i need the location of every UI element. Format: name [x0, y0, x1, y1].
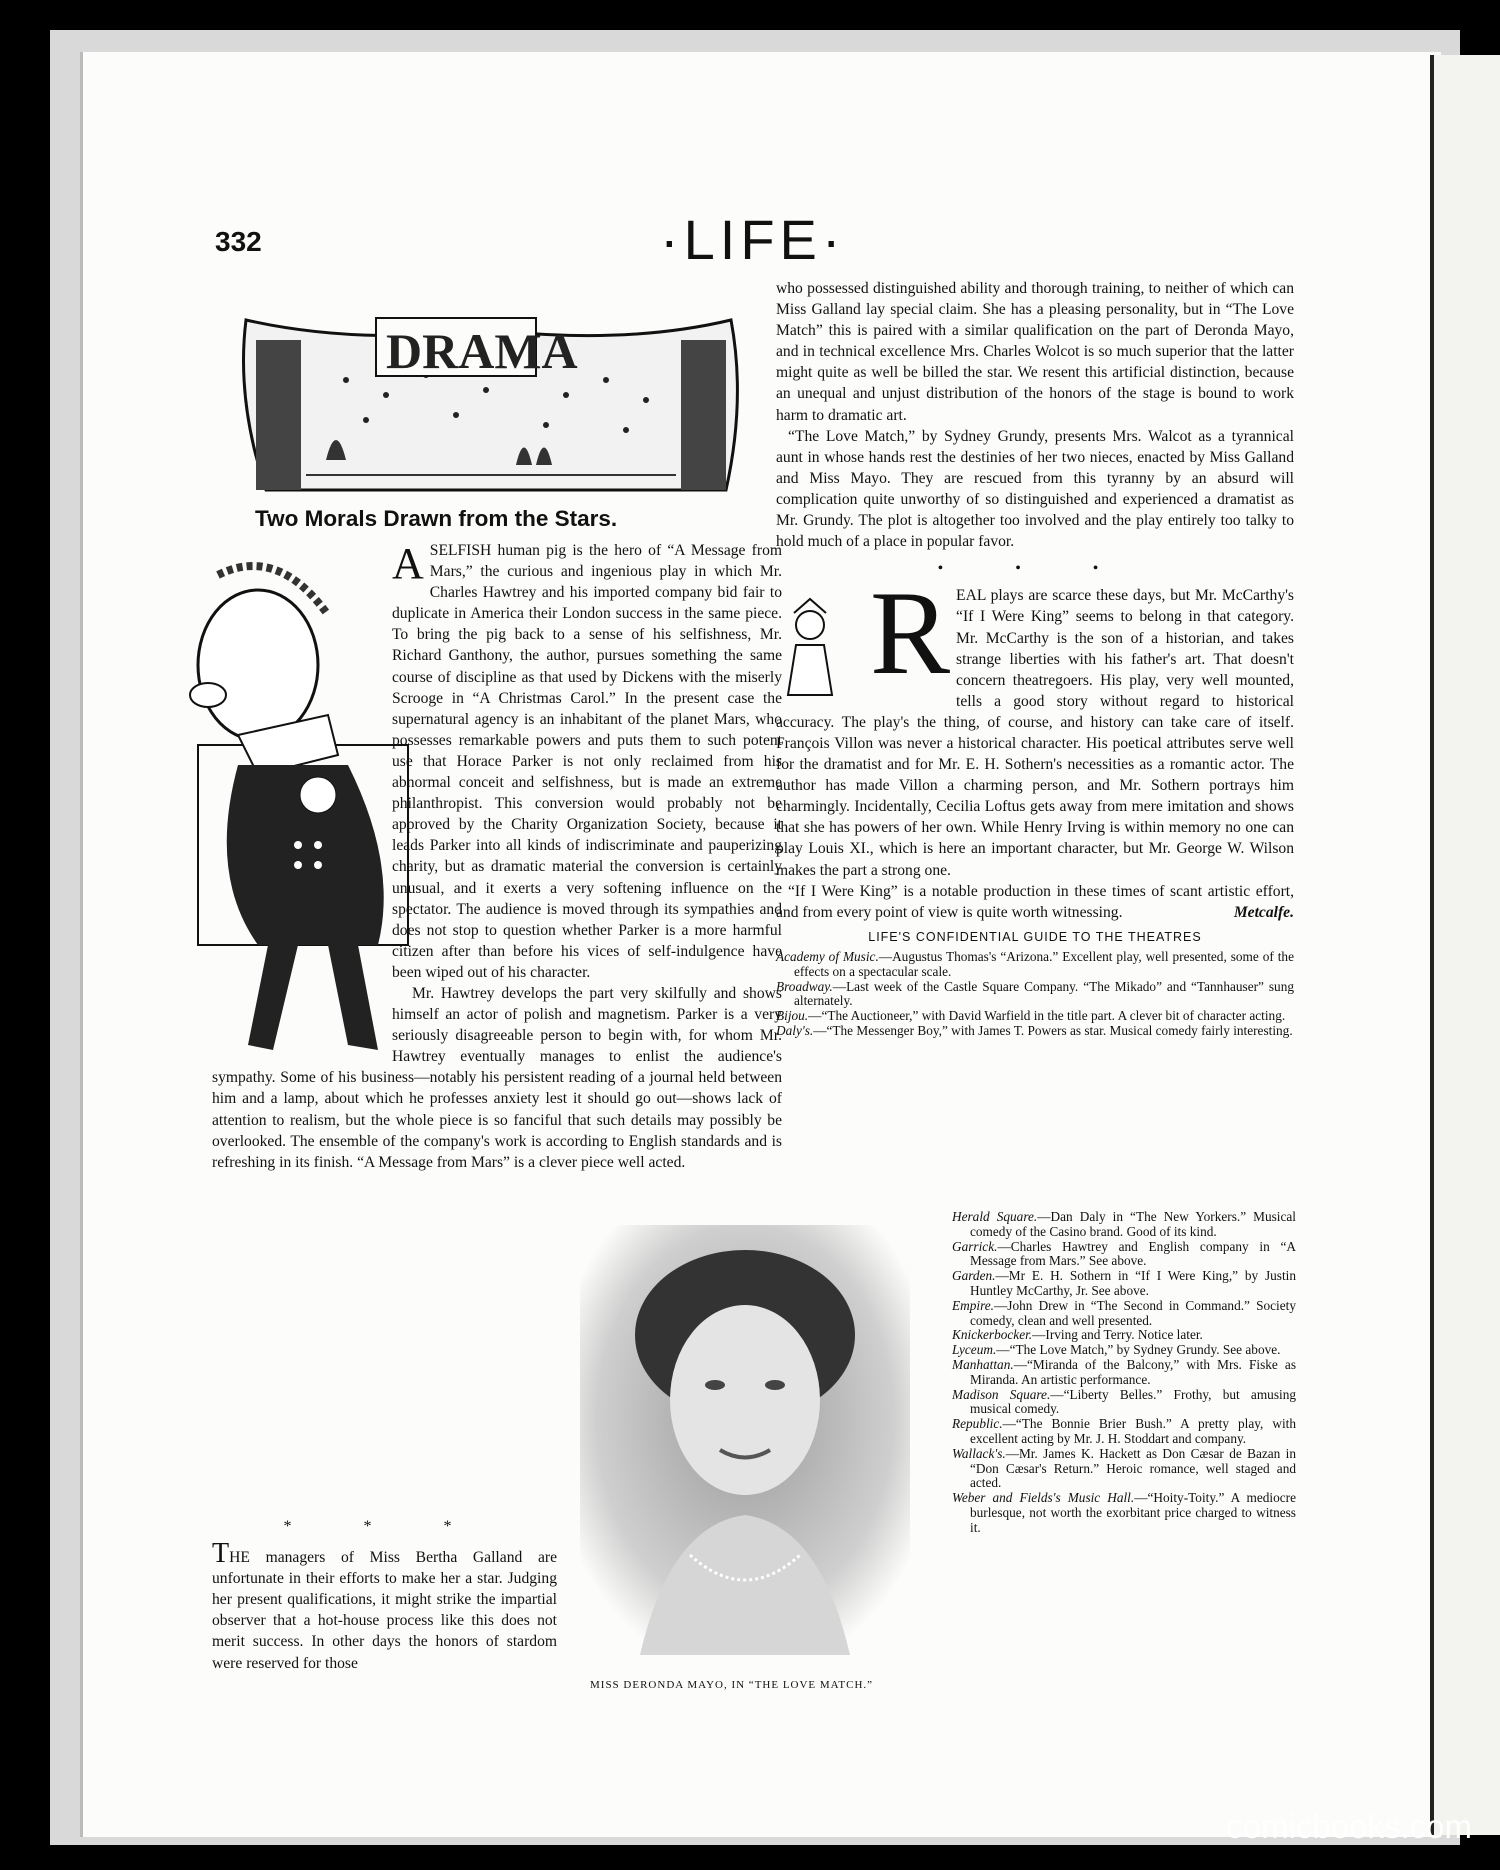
continuation-paragraph-1: who possessed distinguished ability and thorough training, to neither of which can Miss Galland lay special claim. She has a pleasing personality, but in “The Love Match” this is paired with a similar qualification on the part of Deronda Mayo, and in technical excellence Mrs. Charles Wolcot is so much superior that the latter might quite as well be billed the star. We resent this artificial distinction, because an unequal and unjust distribution of the honors of the stage is bound to work harm to dramatic art. [776, 280, 1294, 424]
guide-entry: Garrick.—Charles Hawtrey and English company in “A Message from Mars.” See above. [952, 1238, 1296, 1269]
article1-paragraph-2: Mr. Hawtrey develops the part very skilfully and shows himself an actor of polish and magnetism. Parker is a very seriously disagreeable person to begin with, for whom Mr. Hawtrey eventually manages to enlist the audience's sympathy. Some of his business—notably his persistent reading of a journal held between him and a lamp, about which he professes anxiety lest it should go out—shows lack of attention to realism, but the whole piece is so fanciful that such details may possibly be overlooked. The ensemble of the company's work is according to English standards and is refreshing in its finish. “A Message from Mars” is a clever piece well acted. [212, 984, 782, 1171]
article-heading: Two Morals Drawn from the Stars. [255, 506, 618, 531]
guide-entry: Herald Square.—Dan Daly in “The New Yorkers.” Musical comedy of the Casino brand. Good of its kind. [952, 1209, 1296, 1239]
article1-paragraph-3: HE managers of Miss Bertha Galland are unfortunate in their efforts to make her a star. Judging her present qualifications, it might strike the impartial observer that a hot-house process like this does not merit success. In other days the honors of stardom were reserved for those [212, 1549, 557, 1672]
article1-column [212, 540, 782, 1173]
guide-wide-list [776, 950, 1294, 1039]
dropcap-r: R [870, 566, 951, 700]
page-number: 332 [215, 226, 262, 257]
guide-entry: Madison Square.—“Liberty Belles.” Frothy, but amusing musical comedy. [952, 1386, 1296, 1417]
guide-entry: Daly's.—“The Messenger Boy,” with James T. Powers as star. Musical comedy fairly interesting. [776, 1022, 1293, 1038]
guide-entry: Academy of Music.—Augustus Thomas's “Arizona.” Excellent play, well presented, some of the effects on a spectacular scale. [776, 948, 1294, 979]
pig-wrap-space [212, 540, 392, 1060]
portrait-photo [580, 1225, 910, 1655]
guide-entry: Knickerbocker.—Irving and Terry. Notice later. [952, 1327, 1203, 1343]
article2-paragraph-2: “If I Were King” is a notable production in these times of scant artistic effort, and from every point of view is quite worth witnessing. [776, 882, 1294, 921]
guide-entry: Lyceum.—“The Love Match,” by Sydney Grundy. See above. [952, 1342, 1281, 1358]
dropcap-t: T [212, 1538, 230, 1570]
guide-entry: Empire.—John Drew in “The Second in Command.” Society comedy, clean and well presented. [952, 1297, 1296, 1328]
guide-entry: Weber and Fields's Music Hall.—“Hoity-Toity.” A mediocre burlesque, not worth the exorbitant price charged to witness it. [952, 1490, 1296, 1535]
continuation-paragraph-2: “The Love Match,” by Sydney Grundy, presents Mrs. Walcot as a tyrannical aunt in whose hands rest the destinies of her two nieces, enacted by Miss Galland and Miss Mayo. They are rescued from this tyranny by an absurd will complication quite unworthy of so distinguished and experienced a dramatist as Mr. Grundy. The plot is altogether too involved and the play entirely too talky to hold much of a place in popular favor. [776, 427, 1294, 551]
author-signature: Metcalfe. [1233, 903, 1294, 921]
photo-caption: MISS DERONDA MAYO, IN “THE LOVE MATCH.” [590, 1679, 874, 1691]
adjacent-page-edge [1430, 55, 1500, 1835]
drama-banner-illustration [226, 300, 756, 500]
guide-entry: Broadway.—Last week of the Castle Square Company. “The Mikado” and “Tannhauser” sung alternately. [776, 978, 1294, 1009]
separator-2: • • • [937, 560, 1133, 578]
article1-bottom-column [212, 1510, 557, 1674]
separator-1: * * * [283, 1518, 486, 1535]
guide-entry: Republic.—“The Bonnie Brier Bush.” A pretty play, with excellent acting by Mr. J. H. Stoddart and company. [952, 1416, 1296, 1446]
guide-entry: Bijou.—“The Auctioneer,” with David Warfield in the title part. A clever bit of character acting. [776, 1008, 1286, 1024]
guide-entry: Manhattan.—“Miranda of the Balcony,” with Mrs. Fiske as Miranda. An artistic performance. [952, 1356, 1296, 1387]
masthead: ·LIFE· [660, 208, 846, 271]
dropcap-a: A [392, 539, 424, 588]
article2-paragraph-1: EAL plays are scarce these days, but Mr. McCarthy's “If I Were King” seems to belong in that category. Mr. McCarthy is the son of a historian, and takes strange liberties with his father's art. That doesn't concern theatregoers. His play, very well mounted, tells a good story without regard to historical accuracy. The play's the thing, of course, and history can take care of itself. François Villon was never a historical character. His poetical attributes serve well for the dramatist and for Mr. E. H. Sothern's necessities as a romantic actor. The author has made Villon a charming person, and Mr. Sothern portrays him charmingly. Incidentally, Cecilia Loftus gets away from mere imitation and shows that she has powers of her own. While Henry Irving is within memory no one can play Louis XI., which is here an important character, but Mr. George W. Wilson makes the part a strong one. [776, 587, 1294, 879]
guide-narrow-list [952, 1210, 1296, 1536]
watermark: comicbooks.com [1226, 1808, 1472, 1845]
guide-entry: Wallack's.—Mr. James K. Hackett as Don Cæsar de Bazan in “Don Cæsar's Return.” Heroic romance, well staged and acted. [952, 1445, 1296, 1491]
drama-banner-label: DRAMA [386, 323, 578, 379]
guide-title: LIFE'S CONFIDENTIAL GUIDE TO THE THEATRES [868, 929, 1202, 944]
right-column [776, 278, 1294, 1039]
article1-paragraph-1: SELFISH human pig is the hero of “A Message from Mars,” the curious and ingenious play in which Mr. Charles Hawtrey and his imported company bid fair to duplicate in America their London success in the same piece. To bring the pig back to a sense of his selfishness, Mr. Richard Ganthony, the author, pursues something the same course of discipline as that used by Dickens with the miserly Scrooge in “A Christmas Carol.” In the present case the supernatural agency is an inhabitant of the planet Mars, who possesses remarkable powers and puts them to such potent use that Horace Parker is not only reclaimed from his abnormal conceit and selfishness, but is made an extreme philanthropist. This conversion would probably not be approved by the Charity Organization Society, because it leads Parker into all kinds of indiscriminate and pauperizing charity, but as dramatic material the conversion is certainly unusual, and it exerts a very softening influence on the spectator. The audience is moved through its sympathies and does not stop to question whether Parker is a more harmful citizen after than before his vices of self-indulgence have been wiped out of his character. [392, 542, 782, 981]
jester-illustration [776, 595, 844, 703]
guide-entry: Garden.—Mr E. H. Sothern in “If I Were King,” by Justin Huntley McCarthy, Jr. See above. [952, 1268, 1296, 1298]
